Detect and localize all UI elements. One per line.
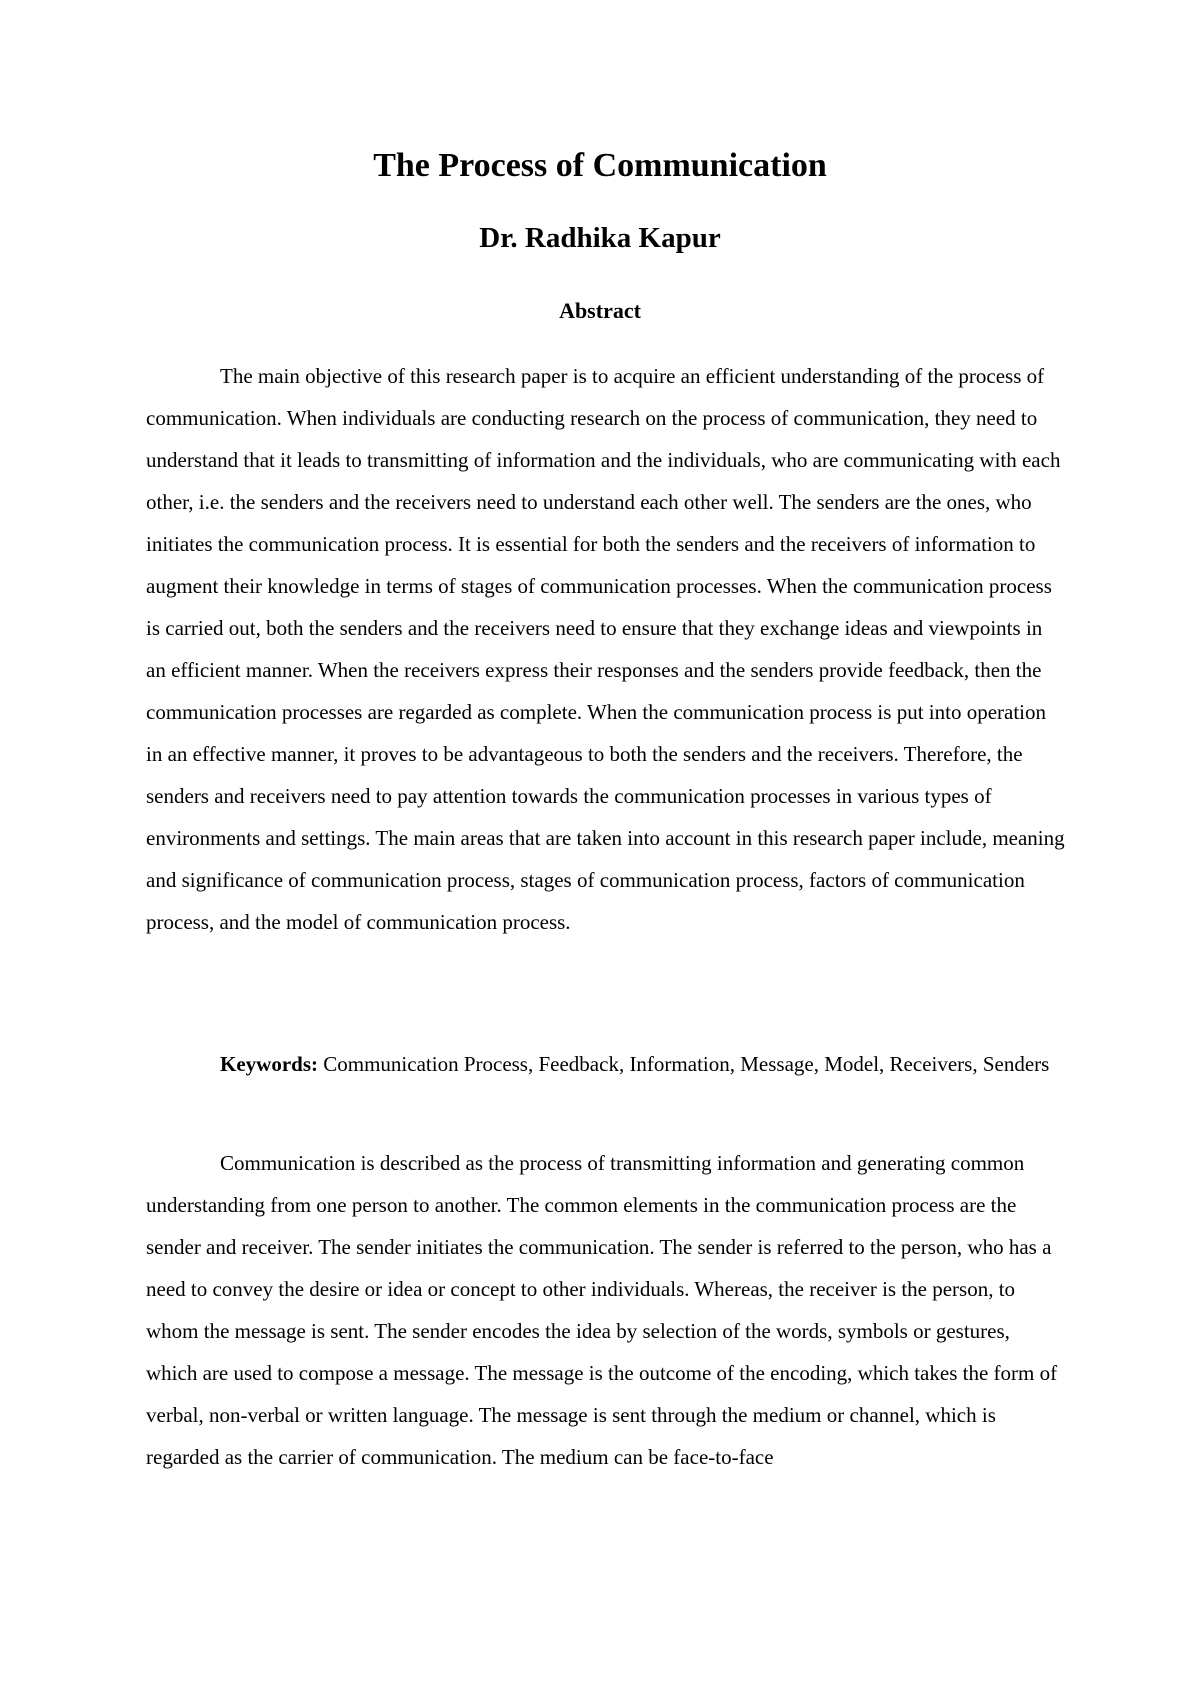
abstract-paragraph: The main objective of this research paper is to acquire an efficient understanding of the process of communication. When individuals are conducting research on the process of communication, they need to understand that it leads to transmitting of information and the individuals, who are communicating with each other, i.e. the senders and the receivers need to understand each other well. The senders are the ones, who initiates the communication process. It is essential for both the senders and the receivers of information to augment their knowledge in terms of stages of communication processes. When the communication process is carried out, both the senders and the receivers need to ensure that they exchange ideas and viewpoints in an efficient manner. When the receivers express their responses and the senders provide feedback, then the communication processes are regarded as complete. When the communication process is put into operation in an effective manner, it proves to be advantageous to both the senders and the receivers. Therefore, the senders and receivers need to pay attention towards the communication processes in various types of environments and settings. The main areas that are taken into account in this research paper include, meaning and significance of communication process, stages of communication process, factors of communication process, and the model of communication process. (146, 364, 1065, 934)
paper-title: The Process of Communication (373, 147, 827, 184)
body-paragraph: Communication is described as the process of transmitting information and generating common understanding from one person to another. The common elements in the communication process are the sender and receiver. The sender initiates the communication. The sender is referred to the person, who has a need to convey the desire or idea or concept to other individuals. Whereas, the receiver is the person, to whom the message is sent. The sender encodes the idea by selection of the words, symbols or gestures, which are used to compose a message. The message is the outcome of the encoding, which takes the form of verbal, non-verbal or written language. The message is sent through the medium or channel, which is regarded as the carrier of communication. The medium can be face-to-face (146, 1151, 1058, 1469)
keywords-label: Keywords: (220, 1052, 318, 1076)
abstract-section (146, 355, 1066, 943)
keywords-section (146, 1043, 1066, 1085)
abstract-heading: Abstract (559, 298, 641, 323)
paper-author: Dr. Radhika Kapur (479, 222, 721, 254)
keywords-paragraph (146, 1043, 1066, 1085)
body-section (146, 1142, 1066, 1478)
keywords-list: Communication Process, Feedback, Information, Message, Model, Receivers, Senders (318, 1052, 1050, 1076)
